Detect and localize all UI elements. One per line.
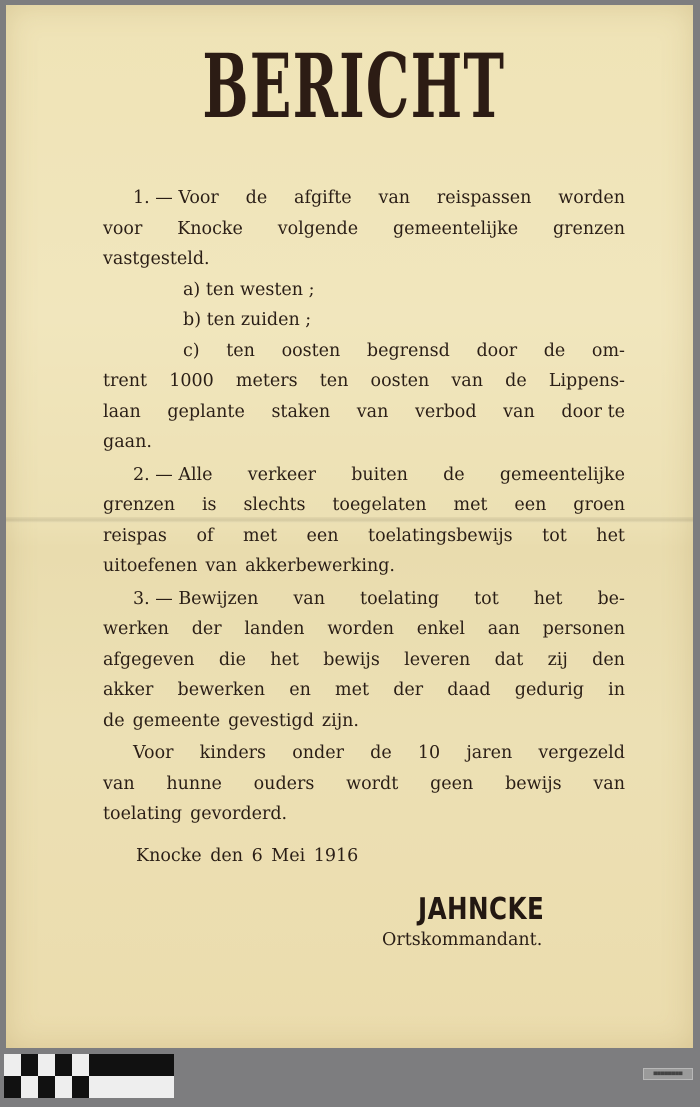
p4-line-3 — [103, 799, 625, 830]
word: of — [196, 525, 214, 546]
word: met — [335, 680, 370, 700]
word: buiten — [351, 464, 408, 485]
word: vastgesteld. — [103, 249, 210, 269]
word: worden — [558, 188, 625, 208]
word: tot — [542, 525, 567, 546]
p2-line-3 — [103, 521, 625, 552]
word: uitoefenen — [103, 556, 198, 576]
p2-line-4 — [103, 551, 625, 582]
word: de — [543, 340, 566, 361]
item-c-line-2 — [103, 366, 625, 397]
item-b-text: b) ten zuiden ; — [183, 310, 312, 330]
word: landen — [244, 619, 305, 639]
p3-line-4 — [103, 675, 625, 706]
item-a-text: a) ten westen ; — [183, 279, 315, 300]
word: 10 — [417, 743, 441, 763]
word: den — [592, 649, 625, 670]
scale-cell — [72, 1054, 89, 1076]
signature-name: JAHNCKE — [418, 892, 545, 927]
poster-body — [103, 183, 625, 830]
scale-cell — [89, 1076, 174, 1098]
p3-line-2 — [103, 614, 625, 645]
word: der — [393, 680, 424, 700]
word: reispassen — [436, 188, 532, 208]
word: gedurig — [514, 680, 584, 700]
word: de — [370, 743, 392, 763]
word: verkeer — [247, 464, 316, 485]
word: het — [270, 649, 299, 670]
word: slechts — [243, 495, 306, 515]
word: in — [608, 680, 625, 700]
word: Lippens- — [548, 371, 625, 391]
word: het — [533, 588, 563, 609]
item-a — [103, 275, 625, 306]
word: afgegeven — [103, 649, 195, 670]
word: leveren — [404, 649, 471, 670]
word: toelating — [360, 588, 440, 609]
word: jaren — [466, 743, 513, 763]
word: vergezeld — [538, 743, 625, 763]
p2-line-1 — [103, 460, 625, 491]
p4-line-1 — [103, 738, 625, 769]
word: van — [593, 773, 625, 794]
p1-line-1 — [103, 183, 625, 214]
word: tot — [474, 588, 499, 609]
word: gevestigd — [228, 710, 314, 731]
word: van — [293, 588, 326, 609]
word: kinders — [199, 743, 267, 763]
item-c-line-3 — [103, 397, 625, 428]
word: gemeente — [132, 710, 221, 731]
word: grenzen — [552, 218, 625, 239]
word: oosten — [281, 340, 341, 361]
word: laan — [103, 401, 141, 422]
scale-cell — [21, 1054, 38, 1076]
word: werken — [103, 619, 169, 639]
word: 2. — Alle — [133, 464, 213, 485]
word: geplante — [167, 401, 245, 422]
word: de — [245, 188, 268, 208]
word: van — [103, 773, 135, 794]
word: door — [476, 340, 518, 361]
word: worden — [327, 619, 395, 639]
word: ten — [226, 340, 255, 361]
scale-cell — [4, 1054, 21, 1076]
word: de — [443, 464, 465, 485]
word: 1. — Voor — [133, 188, 219, 208]
word: ouders — [253, 773, 315, 794]
word: 1000 — [169, 371, 214, 391]
word: daad — [447, 680, 491, 700]
word: en — [289, 680, 311, 700]
word: onder — [292, 743, 344, 763]
word: enkel — [416, 619, 465, 639]
item-c-line-1 — [103, 336, 625, 367]
item-b — [103, 305, 625, 336]
word: is — [201, 495, 217, 515]
signature-title: Ortskommandant. — [382, 930, 543, 950]
word: volgende — [277, 218, 359, 239]
word: trent — [103, 371, 148, 391]
word: be- — [597, 588, 625, 609]
word: bewerken — [177, 680, 266, 700]
color-scale-bar — [4, 1054, 174, 1098]
scale-cell — [38, 1054, 55, 1076]
word: door te — [561, 401, 625, 422]
word: om- — [591, 340, 625, 361]
p1-line-2 — [103, 214, 625, 245]
word: die — [218, 649, 246, 670]
word: van — [378, 188, 411, 208]
scale-cell — [89, 1054, 174, 1076]
p2-line-2 — [103, 490, 625, 521]
scale-cell — [55, 1076, 72, 1098]
p4-line-2 — [103, 769, 625, 800]
word: gemeentelijke — [392, 218, 519, 239]
p3-line-3 — [103, 645, 625, 676]
word: groen — [573, 495, 625, 515]
word: voor — [103, 218, 143, 239]
word: grenzen — [103, 495, 176, 515]
word: bewijs — [505, 773, 562, 794]
word: zijn. — [321, 710, 359, 731]
scale-cell — [38, 1076, 55, 1098]
word: Voor — [133, 743, 174, 763]
word: gevorderd. — [190, 804, 288, 824]
word: toelatingsbewijs — [368, 525, 513, 546]
archive-ref-label: ■■■■■■■■ — [643, 1068, 693, 1080]
scale-cell — [21, 1076, 38, 1098]
p3-line-5 — [103, 706, 625, 737]
word: van — [451, 371, 483, 391]
word: akker — [103, 680, 154, 700]
word: van — [205, 556, 238, 576]
word: staken — [271, 401, 331, 422]
poster-title: BERICHT — [202, 34, 506, 138]
word: der — [191, 619, 222, 639]
word: akkerbewerking. — [245, 556, 395, 576]
word: met — [453, 495, 488, 515]
word: meters — [235, 371, 298, 391]
p3-line-1 — [103, 584, 625, 615]
word: c) — [183, 340, 200, 361]
word: bewijs — [323, 649, 380, 670]
word: een — [514, 495, 547, 515]
date-line: Knocke den 6 Mei 1916 — [136, 846, 359, 866]
word: de — [505, 371, 527, 391]
item-c-line-4 — [103, 427, 625, 458]
word: gemeentelijke — [499, 464, 625, 485]
word: toelating — [103, 804, 183, 824]
p1-line-3 — [103, 244, 625, 275]
word: Knocke — [177, 218, 243, 239]
word: ten — [319, 371, 349, 391]
word: 3. — Bewijzen — [133, 588, 259, 609]
word: personen — [542, 619, 625, 639]
word: met — [243, 525, 277, 546]
scale-cell — [4, 1076, 21, 1098]
word: van — [356, 401, 389, 422]
word: het — [596, 525, 625, 546]
word: de — [103, 710, 125, 731]
word: hunne — [166, 773, 222, 794]
scale-cell — [72, 1076, 89, 1098]
word: wordt — [346, 773, 399, 794]
word: van — [503, 401, 535, 422]
word: verbod — [414, 401, 477, 422]
word: dat — [494, 649, 524, 670]
word: begrensd — [366, 340, 450, 361]
word: reispas — [103, 525, 167, 546]
word: zij — [547, 649, 568, 670]
word: oosten — [370, 371, 430, 391]
word: afgifte — [294, 188, 352, 208]
word: toegelaten — [332, 495, 427, 515]
word: geen — [430, 773, 474, 794]
word: aan — [487, 619, 520, 639]
word: gaan. — [103, 432, 152, 452]
scale-cell — [55, 1054, 72, 1076]
word: een — [306, 525, 339, 546]
